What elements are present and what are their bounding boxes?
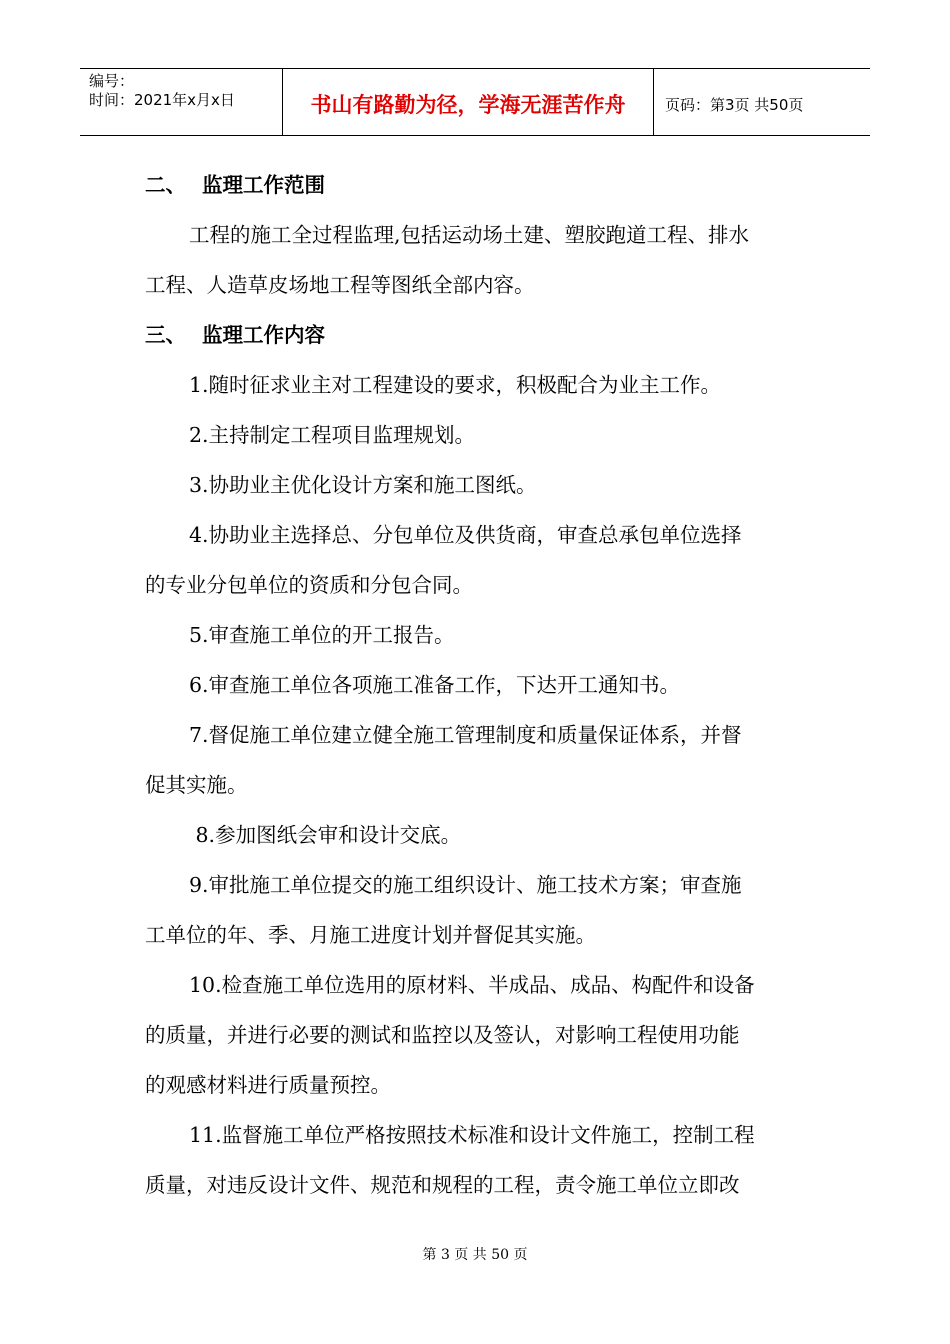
header-meta — [80, 69, 282, 135]
header-page-info: 页码：第3页 共50页 — [665, 95, 804, 114]
page-footer: 第 3 页 共 50 页 — [422, 1247, 528, 1263]
list-item: 10.检查施工单位选用的原材料、半成品、成品、构配件和设备 — [189, 973, 755, 997]
list-item: 7.督促施工单位建立健全施工管理制度和质量保证体系，并督 — [189, 723, 742, 747]
list-item-continuation: 质量，对违反设计文件、规范和规程的工程，责令施工单位立即改 — [145, 1173, 740, 1197]
section-number: 二、 — [145, 173, 186, 197]
section-heading-scope — [145, 160, 810, 210]
list-item: 11.监督施工单位严格按照技术标准和设计文件施工，控制工程 — [189, 1123, 755, 1147]
section-title: 监理工作范围 — [202, 173, 325, 197]
list-item-continuation: 的观感材料进行质量预控。 — [145, 1073, 391, 1097]
section-title: 监理工作内容 — [202, 323, 325, 347]
document-header — [80, 68, 870, 136]
list-item-continuation: 的专业分包单位的资质和分包合同。 — [145, 573, 473, 597]
code-label: 编号： — [89, 72, 135, 90]
time-label: 时间：2021年x月x日 — [89, 91, 235, 109]
section-heading-content — [145, 310, 810, 360]
header-motto: 书山有路勤为径，学海无涯苦作舟 — [282, 69, 654, 135]
list-item: 8.参加图纸会审和设计交底。 — [189, 823, 462, 847]
list-item-continuation: 促其实施。 — [145, 773, 248, 797]
list-item: 5.审查施工单位的开工报告。 — [189, 623, 455, 647]
list-item-continuation: 工单位的年、季、月施工进度计划并督促其实施。 — [145, 923, 596, 947]
paragraph-line: 工程的施工全过程监理,包括运动场土建、塑胶跑道工程、排水 — [189, 223, 750, 247]
section-number: 三、 — [145, 323, 186, 347]
list-item: 3.协助业主优化设计方案和施工图纸。 — [189, 473, 537, 497]
list-item: 2.主持制定工程项目监理规划。 — [189, 423, 476, 447]
list-item-continuation: 的质量，并进行必要的测试和监控以及签认，对影响工程使用功能 — [145, 1023, 740, 1047]
document-body — [145, 160, 810, 1210]
list-item: 9.审批施工单位提交的施工组织设计、施工技术方案；审查施 — [189, 873, 742, 897]
list-item: 1.随时征求业主对工程建设的要求，积极配合为业主工作。 — [189, 373, 722, 397]
list-item: 4.协助业主选择总、分包单位及供货商，审查总承包单位选择 — [189, 523, 742, 547]
list-item: 6.审查施工单位各项施工准备工作，下达开工通知书。 — [189, 673, 681, 697]
paragraph-line: 工程、人造草皮场地工程等图纸全部内容。 — [145, 273, 535, 297]
